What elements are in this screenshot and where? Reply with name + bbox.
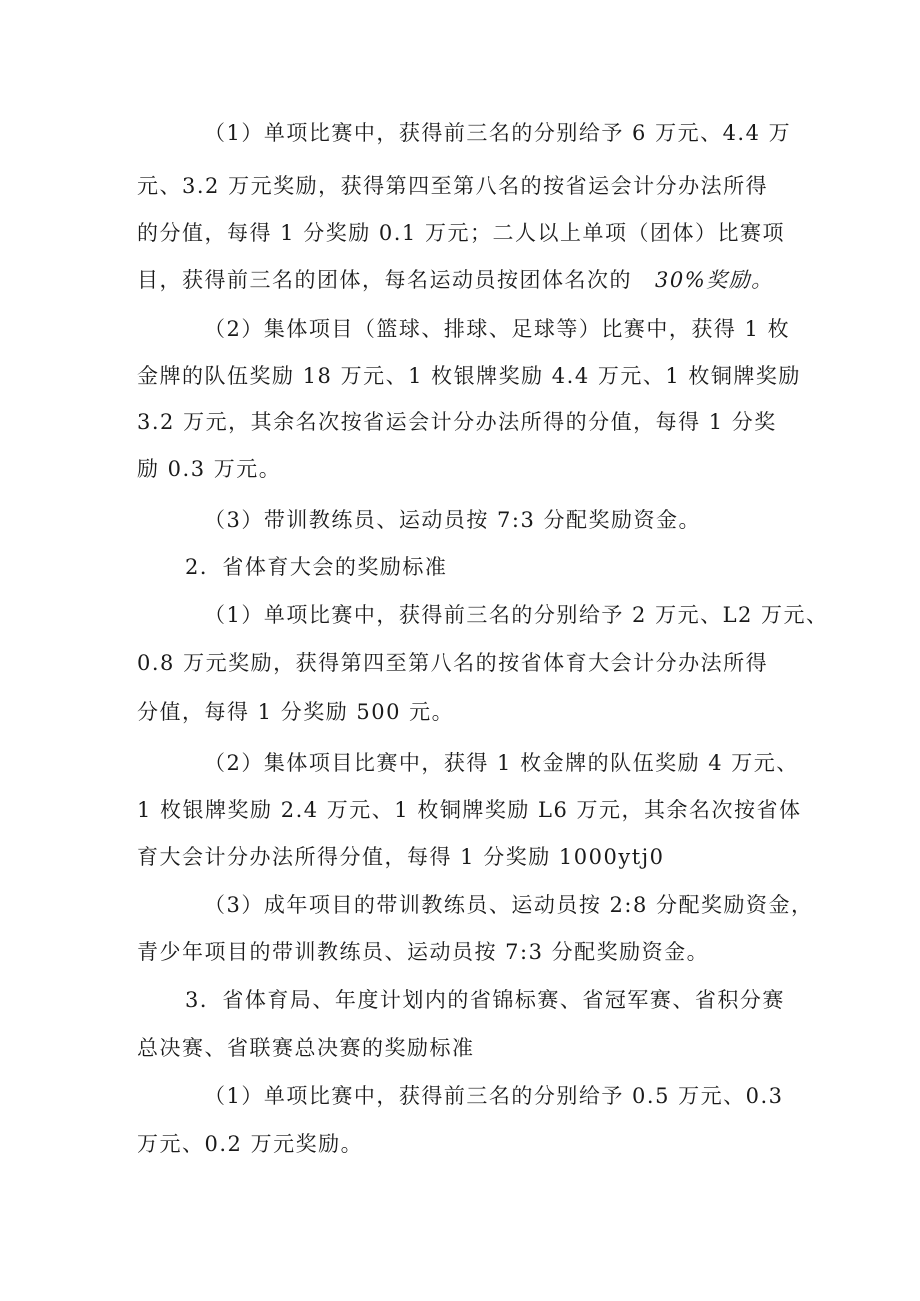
section-heading: 2．省体育大会的奖励标准 bbox=[185, 555, 448, 579]
paragraph-line: 的分值，每得 1 分奖励 0.1 万元；二人以上单项（团体）比赛项 bbox=[137, 221, 785, 245]
paragraph-line: （2）集体项目比赛中，获得 1 枚金牌的队伍奖励 4 万元、 bbox=[204, 751, 799, 775]
paragraph-line: 万元、0.2 万元奖励。 bbox=[137, 1132, 364, 1156]
paragraph-line: 金牌的队伍奖励 18 万元、1 枚银牌奖励 4.4 万元、1 枚铜牌奖励 bbox=[137, 364, 801, 388]
paragraph-line: 励 0.3 万元。 bbox=[137, 457, 282, 481]
paragraph-line: 青少年项目的带训教练员、运动员按 7:3 分配奖励资金。 bbox=[137, 940, 710, 964]
paragraph-line: 目，获得前三名的团体，每名运动员按团体名次的 bbox=[137, 268, 632, 292]
paragraph-line: 1 枚银牌奖励 2.4 万元、1 枚铜牌奖励 L6 万元，其余名次按省体 bbox=[137, 798, 802, 822]
paragraph-line: 0.8 万元奖励，获得第四至第八名的按省体育大会计分办法所得 bbox=[137, 651, 769, 675]
paragraph-line: （1）单项比赛中，获得前三名的分别给予 0.5 万元、0.3 bbox=[204, 1084, 784, 1108]
paragraph-line: 育大会计分办法所得分值，每得 1 分奖励 1000ytj0 bbox=[137, 845, 665, 869]
paragraph-line: （1）单项比赛中，获得前三名的分别给予 2 万元、L2 万元、 bbox=[204, 603, 829, 627]
paragraph-line: （3）成年项目的带训教练员、运动员按 2:8 分配奖励资金， bbox=[204, 893, 814, 917]
paragraph-line: 30%奖励。 bbox=[655, 268, 774, 292]
paragraph-line: （2）集体项目（篮球、排球、足球等）比赛中，获得 1 枚 bbox=[204, 317, 791, 341]
section-heading: 总决赛、省联赛总决赛的奖励标准 bbox=[137, 1036, 475, 1060]
paragraph-line: （1）单项比赛中，获得前三名的分别给予 6 万元、4.4 万 bbox=[204, 121, 792, 145]
paragraph-line: 分值，每得 1 分奖励 500 元。 bbox=[137, 700, 455, 724]
paragraph-line: 元、3.2 万元奖励，获得第四至第八名的按省运会计分办法所得 bbox=[137, 174, 769, 198]
paragraph-line: 3.2 万元，其余名次按省运会计分办法所得的分值，每得 1 分奖 bbox=[137, 410, 777, 434]
section-heading: 3．省体育局、年度计划内的省锦标赛、省冠军赛、省积分赛 bbox=[185, 988, 785, 1012]
paragraph-line: （3）带训教练员、运动员按 7:3 分配奖励资金。 bbox=[204, 508, 702, 532]
